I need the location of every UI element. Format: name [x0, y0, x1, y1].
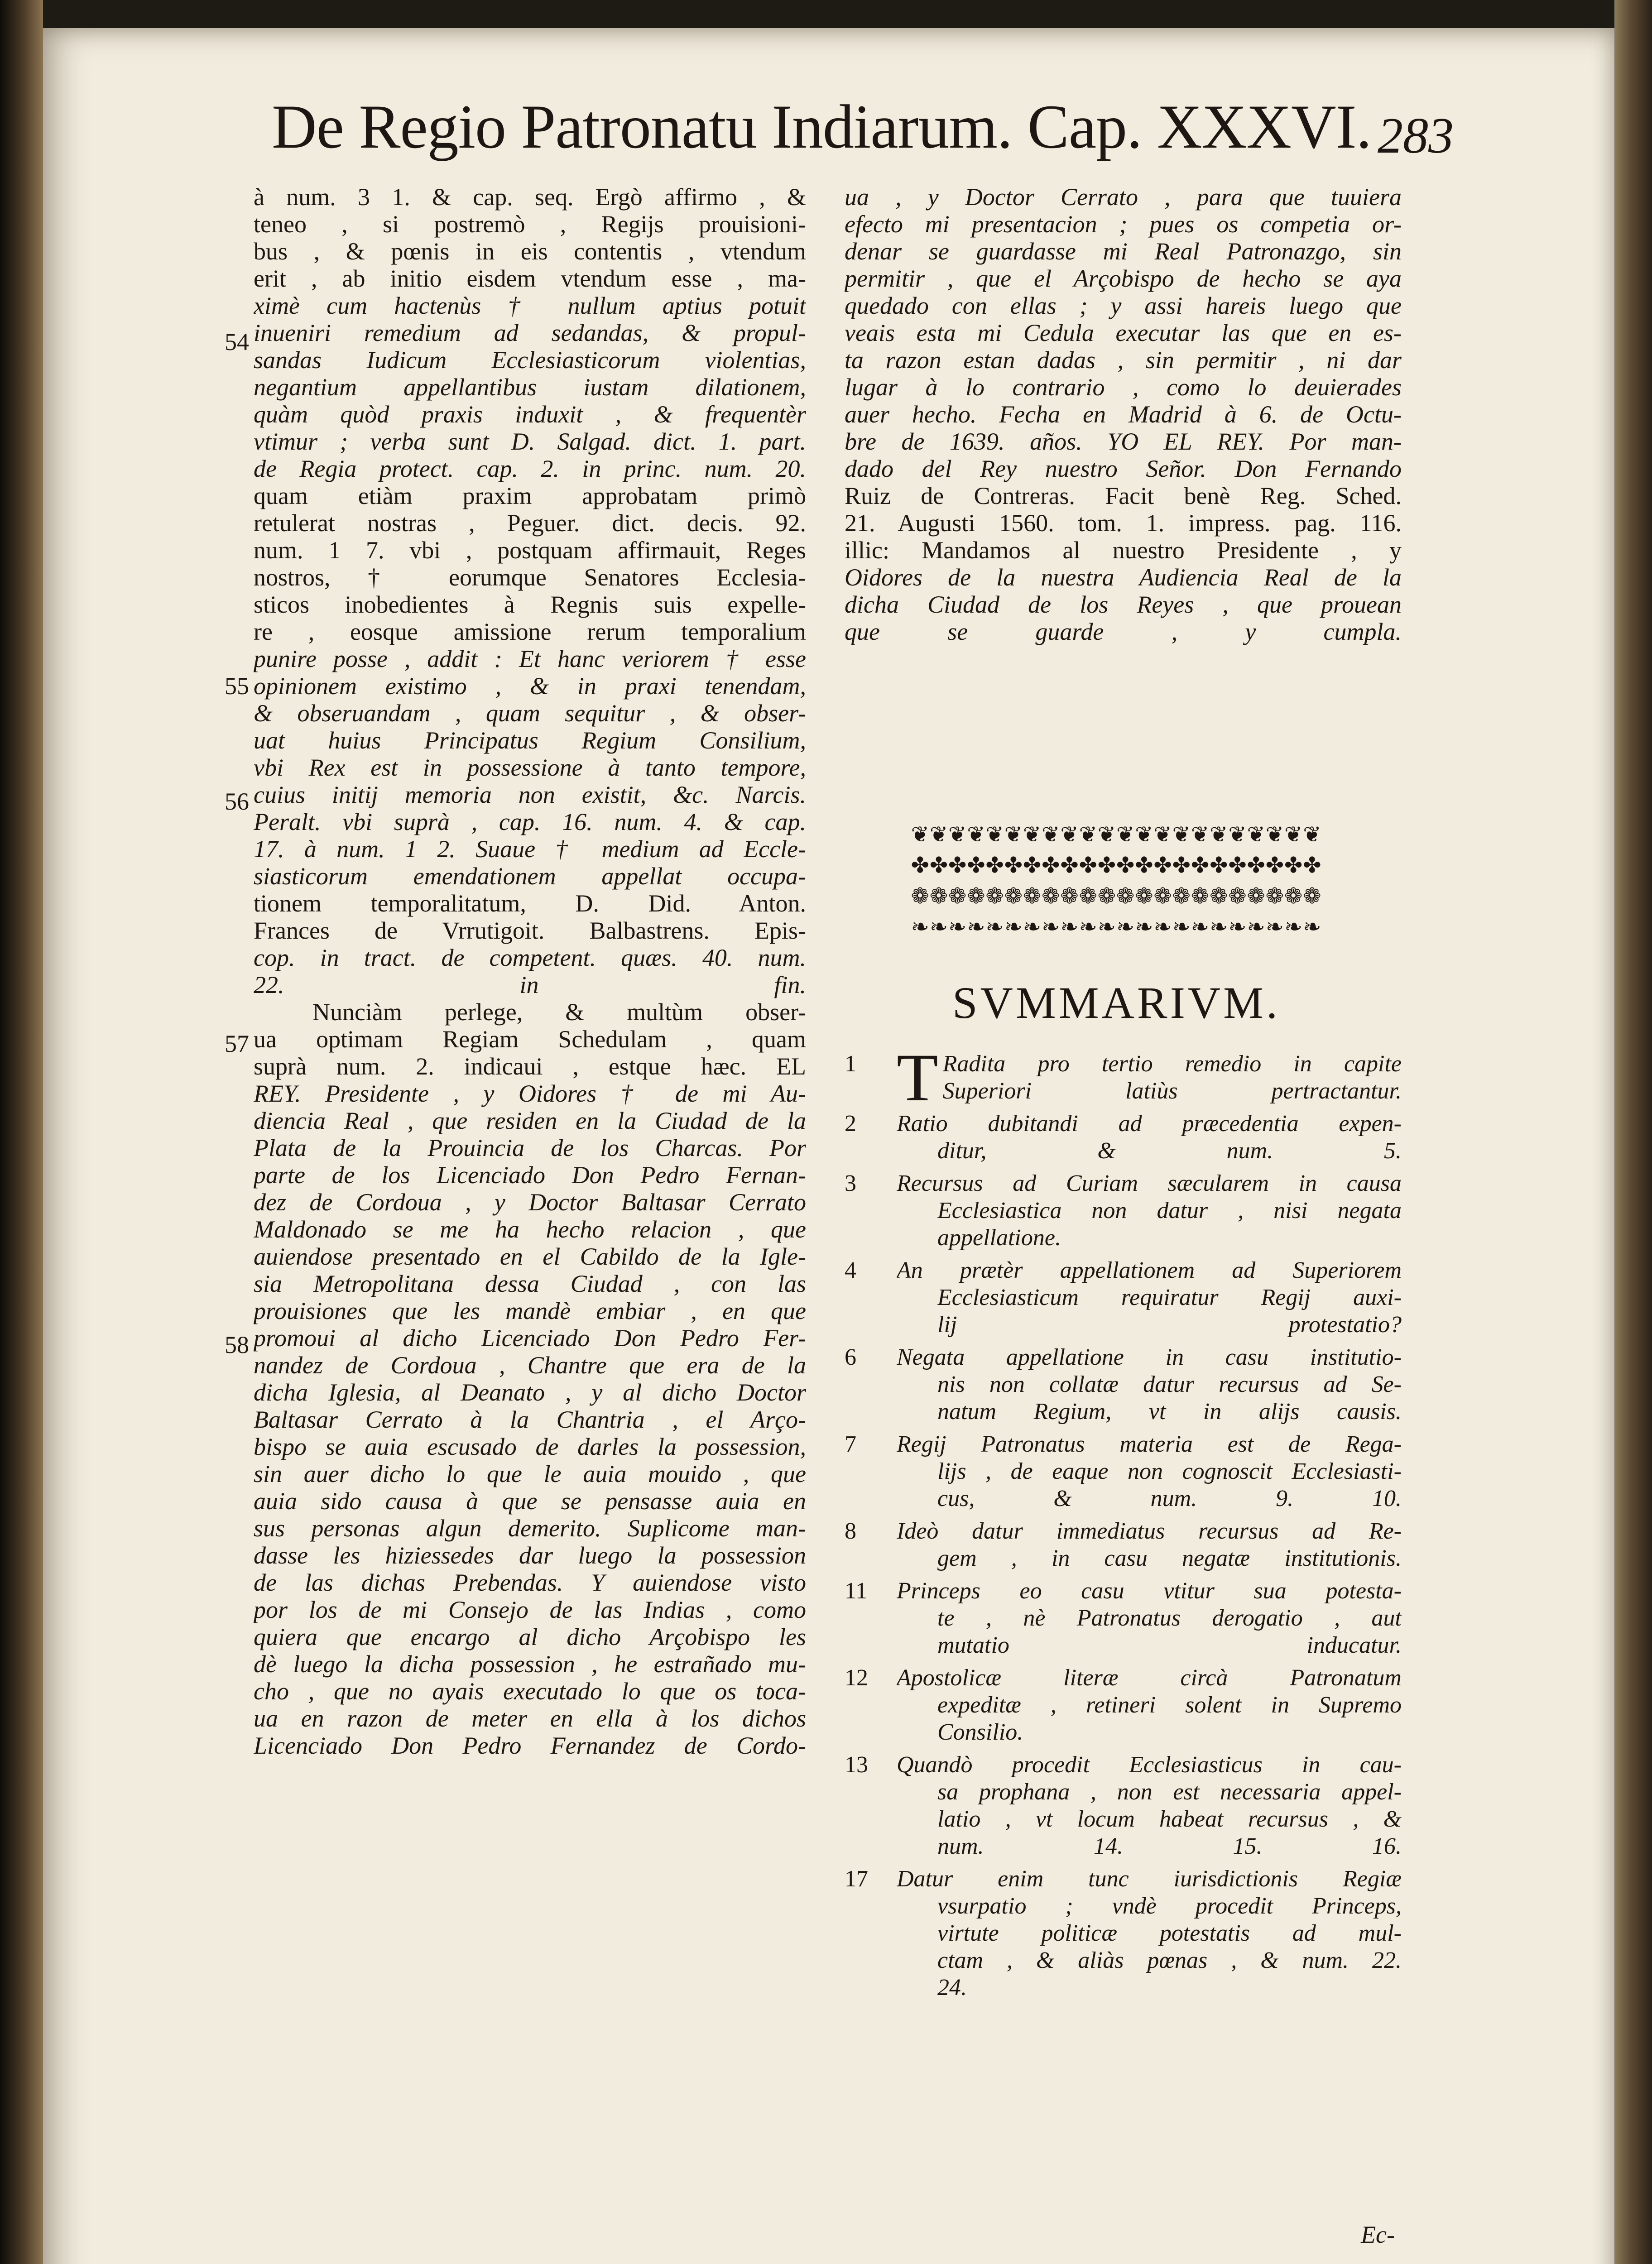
summary-item [845, 1257, 1402, 1338]
text-line: num. 1 7. vbi , postquam affirmauit, Reges [254, 537, 806, 564]
text-line: de Regia protect. cap. 2. in princ. num. 20. [254, 455, 806, 482]
text-line: erit , ab initio eisdem vtendum esse , ma- [254, 265, 806, 292]
text-line: dasse les hiziessedes dar luego la possession [254, 1542, 806, 1569]
summary-item-line: latio , vt locum habeat recursus , & [937, 1806, 1402, 1832]
text-line: Peralt. vbi suprà , cap. 16. num. 4. & cap. [254, 808, 806, 835]
summary-item-line: Ecclesiasticum requiratur Regij auxi- [937, 1285, 1402, 1310]
text-line: dicha Iglesia, al Deanato , y al dicho Doctor [254, 1379, 806, 1406]
summary-item [845, 1344, 1402, 1425]
printer-ornament-band [845, 820, 1388, 944]
margin-number: 58 [225, 1331, 249, 1358]
text-line: Oidores de la nuestra Audiencia Real de la [845, 564, 1402, 591]
text-line: permitir , que el Arçobispo de hecho se aya [845, 265, 1402, 292]
summary-item-line: Ideò datur immediatus recursus ad Re- [897, 1518, 1402, 1544]
summary-item-line: Princeps eo casu vtitur sua potesta- [897, 1578, 1402, 1604]
text-line: promoui al dicho Licenciado Don Pedro Fer- [254, 1324, 806, 1352]
text-line: 21. Augusti 1560. tom. 1. impress. pag. 116. [845, 509, 1402, 537]
text-line: dicha Ciudad de los Reyes , que prouean [845, 591, 1402, 618]
text-line: Frances de Vrrutigoit. Balbastrens. Epis- [254, 917, 806, 944]
text-line: quam etiàm praxim approbatam primò [254, 482, 806, 509]
text-line: parte de los Licenciado Don Pedro Fernan- [254, 1161, 806, 1189]
text-line: nostros, † eorumque Senatores Ecclesia- [254, 564, 806, 591]
summary-item-number: 4 [845, 1257, 856, 1283]
left-text-column [254, 183, 806, 1759]
text-line: nandez de Cordoua , Chantre que era de la [254, 1352, 806, 1379]
text-line: ximè cum hactenùs † nullum aptius potuit [254, 292, 806, 319]
text-line: Nunciàm perlege, & multùm obser- [312, 998, 806, 1026]
text-line: dez de Cordoua , y Doctor Baltasar Cerrato [254, 1189, 806, 1216]
summary-item-line: vsurpatio ; vndè procedit Princeps, [937, 1893, 1402, 1919]
text-line: de las dichas Prebendas. Y auiendose visto [254, 1569, 806, 1596]
summary-item [845, 1040, 1402, 1115]
text-line: denar se guardasse mi Real Patronazgo, sin [845, 238, 1402, 265]
summary-item-line: te , nè Patronatus derogatio , aut [937, 1605, 1402, 1631]
summary-item-line: Regij Patronatus materia est de Rega- [897, 1431, 1402, 1457]
summary-item-line: gem , in casu negatæ institutionis. [937, 1545, 1402, 1571]
summary-item-number: 6 [845, 1344, 856, 1370]
summary-item-number: 11 [845, 1578, 868, 1604]
summary-item-line: virtute politicæ potestatis ad mul- [937, 1920, 1402, 1946]
summary-item [845, 1866, 1402, 2001]
right-text-column [845, 183, 1402, 645]
text-line: sus personas algun demerito. Suplicome man- [254, 1515, 806, 1542]
summary-item-text: Radita pro tertio remedio in capite [942, 1051, 1402, 1077]
ornament-row: ❁❁❁❁❁❁❁❁❁❁❁❁❁❁❁❁❁❁❁❁❁❁ [911, 884, 1322, 908]
summary-item-line: ditur, & num. 5. [937, 1138, 1402, 1164]
summary-item-line: Ecclesiastica non datur , nisi negata [937, 1198, 1402, 1223]
summary-item-line: lij protestatio? [937, 1312, 1402, 1338]
summary-item-line: mutatio inducatur. [937, 1632, 1402, 1658]
summary-item [845, 1518, 1402, 1572]
running-title: De Regio Patronatu Indiarum. Cap. XXXVI. [272, 92, 1372, 161]
text-line: opinionem existimo , & in praxi tenendam, [254, 672, 806, 700]
text-line: vbi Rex est in possessione à tanto tempore, [254, 754, 806, 781]
text-line: lugar à lo contrario , como lo deuierades [845, 374, 1402, 401]
summary-item [845, 1578, 1402, 1659]
summary-item-line: expeditæ , retineri solent in Supremo [937, 1692, 1402, 1718]
text-line: vtimur ; verba sunt D. Salgad. dict. 1. part. [254, 428, 806, 455]
text-line: Maldonado se me ha hecho relacion , que [254, 1216, 806, 1243]
summary-item-line: Datur enim tunc iurisdictionis Regiæ [897, 1866, 1402, 1892]
text-line: bus , & pœnis in eis contentis , vtendum [254, 238, 806, 265]
page-edge [1614, 0, 1652, 2264]
text-line: ta razon estan dadas , sin permitir , ni dar [845, 346, 1402, 374]
text-line: cuius initij memoria non existit, &c. Narcis. [254, 781, 806, 808]
summary-item [845, 1664, 1402, 1746]
text-line: por los de mi Consejo de las Indias , como [254, 1596, 806, 1623]
text-line: Licenciado Don Pedro Fernandez de Cordo- [254, 1732, 806, 1759]
text-line: & obseruandam , quam sequitur , & obser- [254, 700, 806, 727]
text-line: ua , y Doctor Cerrato , para que tuuiera [845, 183, 1402, 211]
drop-capital: T [897, 1040, 938, 1115]
summary-item-line: Superiori latiùs pertractantur. [942, 1078, 1402, 1104]
text-line: ua en razon de meter en ella à los dichos [254, 1705, 806, 1732]
summary-item [845, 1110, 1402, 1165]
catchword: Ec- [1361, 2221, 1395, 2248]
text-line: inueniri remedium ad sedandas, & propul- [254, 319, 806, 346]
text-line: quedado con ellas ; y assi hareis luego que [845, 292, 1402, 319]
margin-number: 57 [225, 1030, 249, 1057]
text-line: Baltasar Cerrato à la Chantria , el Arço- [254, 1406, 806, 1433]
text-line: prouisiones que les mandè embiar , en que [254, 1297, 806, 1324]
text-line: punire posse , addit : Et hanc veriorem † esse [254, 645, 806, 672]
summary-item-line: Negata appellatione in casu institutio- [897, 1344, 1402, 1370]
text-line: dè luego la dicha possession , he estrañado mu- [254, 1650, 806, 1678]
summary-item [845, 1431, 1402, 1512]
text-line: re , eosque amissione rerum temporalium [254, 618, 806, 645]
ornament-row: ❧❧❧❧❧❧❧❧❧❧❧❧❧❧❧❧❧❧❧❧❧❧ [911, 915, 1322, 939]
summary-list [845, 1040, 1402, 2007]
summary-item-number: 2 [845, 1111, 856, 1137]
margin-number: 54 [225, 328, 249, 355]
summary-item-line: Quandò procedit Ecclesiasticus in cau- [897, 1752, 1402, 1778]
summary-item-line: num. 14. 15. 16. [937, 1833, 1402, 1859]
text-line: dado del Rey nuestro Señor. Don Fernando [845, 455, 1402, 482]
summary-item-line: ctam , & aliàs pœnas , & num. 22. [937, 1947, 1402, 1973]
summary-item-line: lijs , de eaque non cognoscit Ecclesiasti- [937, 1458, 1402, 1484]
text-line: auia sido causa à que se pensasse auia en [254, 1487, 806, 1515]
page-number: 283 [1378, 108, 1454, 164]
summary-item-line: Ratio dubitandi ad præcedentia expen- [897, 1111, 1402, 1137]
summary-item-number: 3 [845, 1170, 856, 1196]
text-line: Ruiz de Contreras. Facit benè Reg. Sched. [845, 482, 1402, 509]
text-line: que se guarde , y cumpla. [845, 618, 1402, 645]
summary-item-line: 24. [937, 1975, 967, 2000]
text-line: diencia Real , que residen en la Ciudad de la [254, 1107, 806, 1134]
text-line: illic: Mandamos al nuestro Presidente , y [845, 537, 1402, 564]
text-line: bispo se auia escusado de darles la possession, [254, 1433, 806, 1460]
summary-item-number: 7 [845, 1431, 856, 1457]
text-line: tionem temporalitatum, D. Did. Anton. [254, 890, 806, 917]
margin-number: 56 [225, 788, 249, 815]
summary-item-number: 12 [845, 1665, 868, 1691]
summary-item-line: sa prophana , non est necessaria appel- [937, 1779, 1402, 1805]
text-line: bre de 1639. años. YO EL REY. Por man- [845, 428, 1402, 455]
text-line: efecto mi presentacion ; pues os competia or- [845, 211, 1402, 238]
text-line: teneo , si postremò , Regijs prouisioni- [254, 211, 806, 238]
text-line: veais esta mi Cedula executar las que en es- [845, 319, 1402, 346]
text-line: cho , que no ayais executado lo que os toca- [254, 1678, 806, 1705]
text-line: retulerat nostras , Peguer. dict. decis. 92. [254, 509, 806, 537]
text-line: siasticorum emendationem appellat occupa- [254, 863, 806, 890]
text-line: Plata de la Prouincia de los Charcas. Por [254, 1134, 806, 1161]
text-line: cop. in tract. de competent. quæs. 40. num. [254, 944, 806, 971]
text-line: sia Metropolitana dessa Ciudad , con las [254, 1270, 806, 1297]
summary-item-number: 17 [845, 1866, 868, 1892]
text-line: sticos inobedientes à Regnis suis expelle- [254, 591, 806, 618]
text-line: REY. Presidente , y Oidores † de mi Au- [254, 1080, 806, 1107]
text-line: auiendose presentado en el Cabildo de la Igle- [254, 1243, 806, 1270]
summary-item-line: Apostolicæ literæ circà Patronatum [897, 1665, 1402, 1691]
summary-item-line: appellatione. [937, 1225, 1061, 1251]
text-line: suprà num. 2. indicaui , estque hæc. EL [254, 1053, 806, 1080]
summary-item-line: natum Regium, vt in alijs causis. [937, 1399, 1402, 1425]
text-line: 22. in fin. [254, 971, 806, 998]
summary-item-line: Consilio. [937, 1719, 1023, 1745]
summary-item [845, 1170, 1402, 1252]
text-line: à num. 3 1. & cap. seq. Ergò affirmo , & [254, 183, 806, 211]
summary-item-line: cus, & num. 9. 10. [937, 1486, 1402, 1511]
text-line: auer hecho. Fecha en Madrid à 6. de Octu- [845, 401, 1402, 428]
margin-number: 55 [225, 672, 249, 700]
text-line: quiera que encargo al dicho Arçobispo les [254, 1623, 806, 1650]
binding-gutter [0, 0, 43, 2264]
summary-item [845, 1751, 1402, 1860]
text-line: 17. à num. 1 2. Suaue † medium ad Eccle- [254, 835, 806, 863]
text-line: ua optimam Regiam Schedulam , quam [254, 1026, 806, 1053]
text-line: uat huius Principatus Regium Consilium, [254, 727, 806, 754]
ornament-row: ❦❦❦❦❦❦❦❦❦❦❦❦❦❦❦❦❦❦❦❦❦❦ [911, 823, 1322, 847]
summary-item-number: 1 [845, 1051, 856, 1077]
summary-heading: SVMMARIVM. [952, 978, 1280, 1028]
text-line: sin auer dicho lo que le auia mouido , que [254, 1460, 806, 1487]
ornament-row: ✤✤✤✤✤✤✤✤✤✤✤✤✤✤✤✤✤✤✤✤✤✤ [911, 854, 1322, 878]
summary-item-number: 8 [845, 1518, 856, 1544]
text-line: quàm quòd praxis induxit , & frequentèr [254, 401, 806, 428]
summary-item-number: 13 [845, 1752, 868, 1778]
summary-item-line: Recursus ad Curiam sæcularem in causa [897, 1170, 1402, 1196]
summary-item-line: nis non collatæ datur recursus ad Se- [937, 1372, 1402, 1397]
text-line: sandas Iudicum Ecclesiasticorum violentias, [254, 346, 806, 374]
summary-item-line: An prætèr appellationem ad Superiorem [897, 1257, 1402, 1283]
text-line: negantium appellantibus iustam dilationem, [254, 374, 806, 401]
